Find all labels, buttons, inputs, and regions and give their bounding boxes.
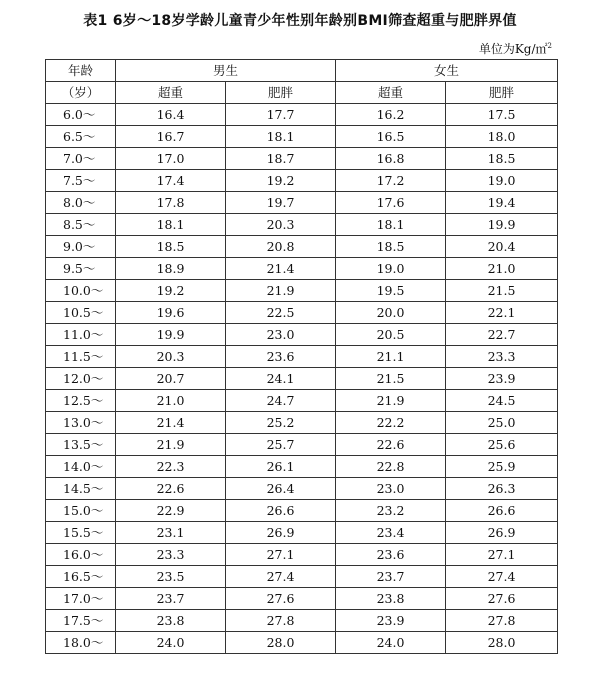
- female-obese-cell: 26.9: [446, 522, 558, 544]
- female-overweight-cell: 23.9: [336, 610, 446, 632]
- male-obese-cell: 25.7: [226, 434, 336, 456]
- female-obese-cell: 24.5: [446, 390, 558, 412]
- female-overweight-cell: 23.6: [336, 544, 446, 566]
- male-overweight-cell: 17.8: [116, 192, 226, 214]
- age-cell: 7.5～: [46, 170, 116, 192]
- male-obese-cell: 28.0: [226, 632, 336, 654]
- female-header: 女生: [336, 60, 558, 82]
- age-cell: 6.0～: [46, 104, 116, 126]
- female-obese-cell: 19.4: [446, 192, 558, 214]
- male-obese-cell: 20.8: [226, 236, 336, 258]
- age-cell: 16.5～: [46, 566, 116, 588]
- male-obese-cell: 24.1: [226, 368, 336, 390]
- male-obese-cell: 20.3: [226, 214, 336, 236]
- female-obese-cell: 26.3: [446, 478, 558, 500]
- male-obese-cell: 22.5: [226, 302, 336, 324]
- unit-prefix: 单位为Kg/: [478, 42, 536, 56]
- female-overweight-cell: 22.6: [336, 434, 446, 456]
- age-cell: 6.5～: [46, 126, 116, 148]
- table-row: [46, 500, 558, 522]
- table-title: 表1 6岁～18岁学龄儿童青少年性别年龄别BMI筛查超重与肥胖界值: [83, 13, 517, 29]
- male-obese-cell: 26.9: [226, 522, 336, 544]
- female-overweight-cell: 21.9: [336, 390, 446, 412]
- female-overweight-cell: 24.0: [336, 632, 446, 654]
- male-obese-cell: 19.2: [226, 170, 336, 192]
- male-overweight-cell: 23.3: [116, 544, 226, 566]
- female-overweight-cell: 19.0: [336, 258, 446, 280]
- female-overweight-cell: 23.4: [336, 522, 446, 544]
- male-obese-cell: 27.6: [226, 588, 336, 610]
- male-overweight-cell: 19.9: [116, 324, 226, 346]
- age-cell: 8.5～: [46, 214, 116, 236]
- female-obese-cell: 26.6: [446, 500, 558, 522]
- male-overweight-cell: 21.4: [116, 412, 226, 434]
- male-overweight-cell: 19.2: [116, 280, 226, 302]
- table-row: [46, 170, 558, 192]
- age-cell: 17.5～: [46, 610, 116, 632]
- female-overweight-cell: 17.6: [336, 192, 446, 214]
- header-row-1: [46, 60, 558, 82]
- age-cell: 11.0～: [46, 324, 116, 346]
- male-obese-cell: 26.6: [226, 500, 336, 522]
- female-overweight-cell: 23.8: [336, 588, 446, 610]
- age-cell: 16.0～: [46, 544, 116, 566]
- male-overweight-cell: 17.0: [116, 148, 226, 170]
- female-obese-cell: 20.4: [446, 236, 558, 258]
- age-cell: 7.0～: [46, 148, 116, 170]
- age-cell: 17.0～: [46, 588, 116, 610]
- table-row: [46, 302, 558, 324]
- male-obese-cell: 18.7: [226, 148, 336, 170]
- bmi-table: [45, 59, 558, 654]
- female-obese-cell: 22.7: [446, 324, 558, 346]
- table-row: [46, 126, 558, 148]
- female-overweight-cell: 23.0: [336, 478, 446, 500]
- male-overweight-cell: 23.5: [116, 566, 226, 588]
- age-cell: 12.5～: [46, 390, 116, 412]
- female-overweight-cell: 16.8: [336, 148, 446, 170]
- female-overweight-cell: 22.8: [336, 456, 446, 478]
- male-obese-cell: 19.7: [226, 192, 336, 214]
- header-row-2: [46, 82, 558, 104]
- table-row: [46, 390, 558, 412]
- table-row: [46, 258, 558, 280]
- age-cell: 10.0～: [46, 280, 116, 302]
- female-overweight-cell: 18.1: [336, 214, 446, 236]
- female-overweight-cell: 22.2: [336, 412, 446, 434]
- female-obese-cell: 25.6: [446, 434, 558, 456]
- table-row: [46, 566, 558, 588]
- age-cell: 14.0～: [46, 456, 116, 478]
- male-obese-cell: 25.2: [226, 412, 336, 434]
- table-row: [46, 368, 558, 390]
- age-cell: 11.5～: [46, 346, 116, 368]
- male-overweight-cell: 19.6: [116, 302, 226, 324]
- female-obese-header: 肥胖: [446, 82, 558, 104]
- table-row: [46, 214, 558, 236]
- female-overweight-cell: 23.7: [336, 566, 446, 588]
- male-obese-cell: 24.7: [226, 390, 336, 412]
- male-overweight-cell: 16.4: [116, 104, 226, 126]
- age-cell: 18.0～: [46, 632, 116, 654]
- male-obese-cell: 23.6: [226, 346, 336, 368]
- age-cell: 13.0～: [46, 412, 116, 434]
- female-obese-cell: 18.0: [446, 126, 558, 148]
- female-overweight-cell: 21.5: [336, 368, 446, 390]
- table-row: [46, 478, 558, 500]
- male-obese-cell: 26.4: [226, 478, 336, 500]
- table-row: [46, 434, 558, 456]
- female-overweight-cell: 17.2: [336, 170, 446, 192]
- table-row: [46, 192, 558, 214]
- male-overweight-cell: 16.7: [116, 126, 226, 148]
- age-cell: 10.5～: [46, 302, 116, 324]
- male-overweight-cell: 23.8: [116, 610, 226, 632]
- male-obese-cell: 18.1: [226, 126, 336, 148]
- male-overweight-cell: 21.9: [116, 434, 226, 456]
- male-overweight-cell: 18.5: [116, 236, 226, 258]
- male-overweight-cell: 23.7: [116, 588, 226, 610]
- male-overweight-cell: 18.1: [116, 214, 226, 236]
- male-obese-cell: 21.9: [226, 280, 336, 302]
- female-obese-cell: 18.5: [446, 148, 558, 170]
- female-obese-cell: 27.6: [446, 588, 558, 610]
- male-obese-header: 肥胖: [226, 82, 336, 104]
- female-overweight-cell: 16.5: [336, 126, 446, 148]
- table-row: [46, 324, 558, 346]
- female-obese-cell: 21.0: [446, 258, 558, 280]
- table-row: [46, 610, 558, 632]
- table-row: [46, 236, 558, 258]
- table-row: [46, 280, 558, 302]
- female-obese-cell: 21.5: [446, 280, 558, 302]
- female-obese-cell: 27.1: [446, 544, 558, 566]
- male-overweight-cell: 24.0: [116, 632, 226, 654]
- age-header: 年龄: [46, 60, 116, 82]
- male-overweight-cell: 22.6: [116, 478, 226, 500]
- male-overweight-cell: 21.0: [116, 390, 226, 412]
- table-row: [46, 544, 558, 566]
- unit-superscript: 2: [547, 42, 552, 50]
- male-obese-cell: 27.8: [226, 610, 336, 632]
- table-row: [46, 632, 558, 654]
- male-overweight-cell: 20.7: [116, 368, 226, 390]
- age-unit-header: （岁）: [46, 82, 116, 104]
- female-overweight-header: 超重: [336, 82, 446, 104]
- male-overweight-cell: 17.4: [116, 170, 226, 192]
- male-obese-cell: 27.1: [226, 544, 336, 566]
- female-obese-cell: 19.9: [446, 214, 558, 236]
- male-obese-cell: 26.1: [226, 456, 336, 478]
- female-obese-cell: 22.1: [446, 302, 558, 324]
- female-overweight-cell: 20.5: [336, 324, 446, 346]
- female-overweight-cell: 20.0: [336, 302, 446, 324]
- male-obese-cell: 17.7: [226, 104, 336, 126]
- female-obese-cell: 28.0: [446, 632, 558, 654]
- age-cell: 12.0～: [46, 368, 116, 390]
- unit-label: [479, 40, 552, 57]
- age-cell: 15.0～: [46, 500, 116, 522]
- table-row: [46, 148, 558, 170]
- male-obese-cell: 21.4: [226, 258, 336, 280]
- age-cell: 13.5～: [46, 434, 116, 456]
- female-obese-cell: 23.3: [446, 346, 558, 368]
- age-cell: 9.0～: [46, 236, 116, 258]
- male-obese-cell: 27.4: [226, 566, 336, 588]
- table-row: [46, 456, 558, 478]
- female-overweight-cell: 16.2: [336, 104, 446, 126]
- male-overweight-cell: 18.9: [116, 258, 226, 280]
- table-body: [46, 104, 558, 654]
- male-overweight-cell: 22.9: [116, 500, 226, 522]
- age-cell: 9.5～: [46, 258, 116, 280]
- age-cell: 8.0～: [46, 192, 116, 214]
- table-row: [46, 522, 558, 544]
- male-overweight-cell: 23.1: [116, 522, 226, 544]
- female-obese-cell: 19.0: [446, 170, 558, 192]
- age-cell: 14.5～: [46, 478, 116, 500]
- female-obese-cell: 27.8: [446, 610, 558, 632]
- female-overweight-cell: 21.1: [336, 346, 446, 368]
- male-overweight-cell: 22.3: [116, 456, 226, 478]
- female-obese-cell: 25.0: [446, 412, 558, 434]
- age-cell: 15.5～: [46, 522, 116, 544]
- male-overweight-cell: 20.3: [116, 346, 226, 368]
- female-overweight-cell: 19.5: [336, 280, 446, 302]
- unit-base: ㎡: [535, 42, 548, 56]
- table-row: [46, 104, 558, 126]
- female-overweight-cell: 18.5: [336, 236, 446, 258]
- female-obese-cell: 17.5: [446, 104, 558, 126]
- table-row: [46, 412, 558, 434]
- table-row: [46, 346, 558, 368]
- male-overweight-header: 超重: [116, 82, 226, 104]
- female-overweight-cell: 23.2: [336, 500, 446, 522]
- female-obese-cell: 25.9: [446, 456, 558, 478]
- female-obese-cell: 23.9: [446, 368, 558, 390]
- male-obese-cell: 23.0: [226, 324, 336, 346]
- table-row: [46, 588, 558, 610]
- female-obese-cell: 27.4: [446, 566, 558, 588]
- male-header: 男生: [116, 60, 336, 82]
